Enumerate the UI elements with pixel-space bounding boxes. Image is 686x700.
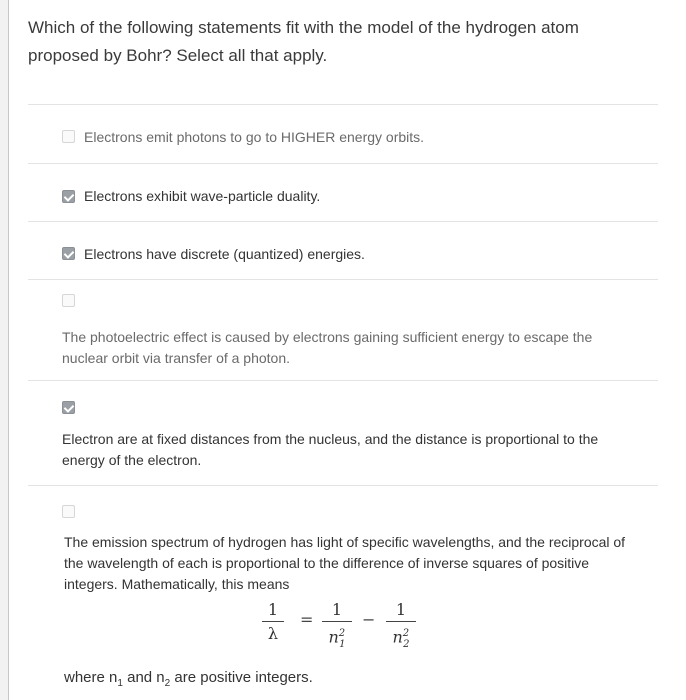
divider: [28, 279, 658, 280]
exponent: 2: [402, 628, 410, 639]
equation-lhs-denominator: λ: [267, 624, 279, 643]
option-2-label[interactable]: Electrons exhibit wave-particle duality.: [84, 188, 321, 204]
option-6-checkbox[interactable]: [62, 505, 75, 518]
equation-term2-numerator: 1: [395, 600, 407, 619]
n-symbol: n: [328, 627, 339, 647]
where-prefix: where n: [64, 669, 118, 686]
where-suffix: are positive integers.: [170, 669, 313, 686]
equation-term1-fraction: [322, 600, 352, 650]
equation: [262, 600, 432, 658]
option-1-label[interactable]: Electrons emit photons to go to HIGHER energy orbits.: [84, 129, 425, 145]
divider: [28, 221, 658, 222]
subscript-1: 1: [117, 678, 123, 689]
exponent: 2: [338, 628, 346, 639]
subscript-2: 2: [164, 678, 171, 689]
equation-lhs-numerator: 1: [267, 600, 279, 619]
equals-sign: =: [300, 610, 314, 629]
option-1-checkbox[interactable]: [62, 130, 75, 143]
divider: [28, 163, 658, 164]
option-3-checkbox[interactable]: [62, 247, 75, 260]
option-4-checkbox[interactable]: [62, 294, 75, 307]
fraction-bar: [262, 621, 284, 622]
option-5-checkbox[interactable]: [62, 401, 75, 414]
subscript: 1: [339, 638, 346, 650]
option-6-label[interactable]: The emission spectrum of hydrogen has light of specific wavelengths, and the reciprocal of the wavelength of each is proportional to the difference of inverse squares of positive integers. Mathematically, this means: [64, 534, 626, 592]
n-symbol: n: [392, 627, 403, 647]
equation-term2-fraction: [386, 600, 416, 650]
minus-sign: −: [362, 610, 376, 629]
option-3-label[interactable]: Electrons have discrete (quantized) energies.: [84, 246, 365, 262]
where-mid: and n: [122, 669, 165, 686]
option-4-label[interactable]: The photoelectric effect is caused by electrons gaining sufficient energy to escape the nuclear orbit via transfer of a photon.: [62, 329, 593, 366]
equation-term1-denominator: [322, 623, 352, 650]
question-text: Which of the following statements fit with the model of the hydrogen atom proposed by Bohr? Select all that apply.: [28, 18, 579, 65]
equation-lhs-fraction: [262, 600, 284, 645]
divider: [28, 485, 658, 486]
option-2-checkbox[interactable]: [62, 190, 75, 203]
fraction-bar: [322, 621, 352, 622]
where-line: [64, 667, 313, 694]
subscript: 2: [403, 638, 410, 650]
equation-term2-denominator: [386, 623, 416, 650]
fraction-bar: [386, 621, 416, 622]
option-5-label[interactable]: Electron are at fixed distances from the nucleus, and the distance is proportional to the energy of the electron.: [62, 431, 599, 468]
divider: [28, 380, 658, 381]
divider: [28, 104, 658, 105]
equation-term1-numerator: 1: [331, 600, 343, 619]
